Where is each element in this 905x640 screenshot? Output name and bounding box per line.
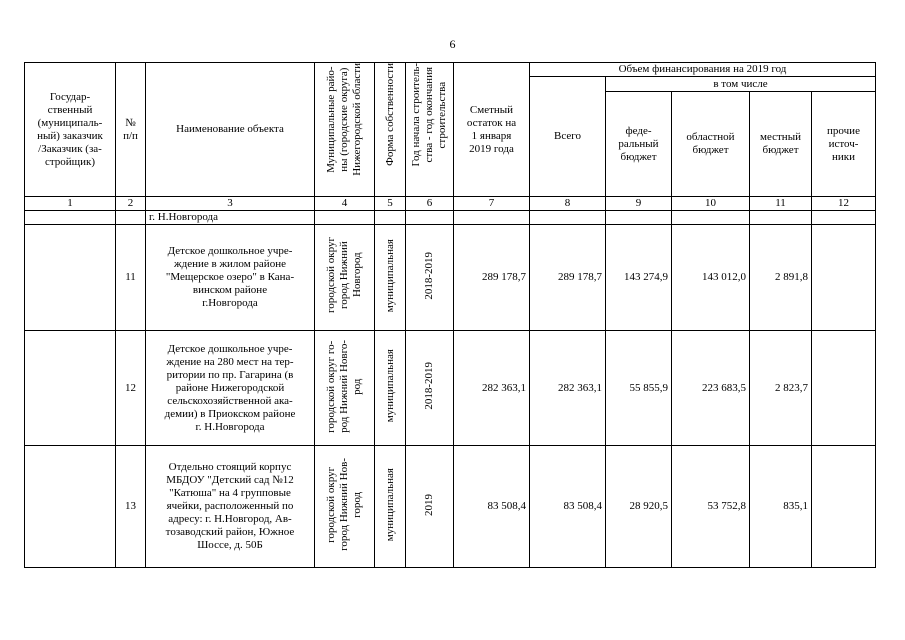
years: 2018-2019 xyxy=(406,331,454,446)
other-value xyxy=(812,446,876,568)
header-object-name: Наименование объекта xyxy=(146,63,315,197)
federal-value: 143 274,9 xyxy=(606,225,672,331)
header-local: местный бюджет xyxy=(750,92,812,197)
header-including: в том числе xyxy=(606,77,876,92)
total-value: 282 363,1 xyxy=(530,331,606,446)
section-row xyxy=(25,211,876,225)
col-number: 10 xyxy=(672,197,750,211)
other-value xyxy=(812,225,876,331)
total-value: 289 178,7 xyxy=(530,225,606,331)
section-title: г. Н.Новгорода xyxy=(146,211,315,225)
federal-value: 55 855,9 xyxy=(606,331,672,446)
table-row xyxy=(25,331,876,446)
col-number: 3 xyxy=(146,197,315,211)
regional-value: 53 752,8 xyxy=(672,446,750,568)
table-row xyxy=(25,225,876,331)
years: 2019 xyxy=(406,446,454,568)
total-value: 83 508,4 xyxy=(530,446,606,568)
header-financing: Объем финансирования на 2019 год xyxy=(530,63,876,77)
header-ownership: Форма собственности xyxy=(375,63,406,197)
row-number: 12 xyxy=(116,331,146,446)
column-number-row xyxy=(25,197,876,211)
local-value: 2 823,7 xyxy=(750,331,812,446)
local-value: 835,1 xyxy=(750,446,812,568)
header-federal: феде- ральный бюджет xyxy=(606,92,672,197)
estimate-value: 282 363,1 xyxy=(454,331,530,446)
header-estimate: Сметный остаток на 1 января 2019 года xyxy=(454,63,530,197)
estimate-value: 289 178,7 xyxy=(454,225,530,331)
local-value: 2 891,8 xyxy=(750,225,812,331)
row-number: 13 xyxy=(116,446,146,568)
header-total: Всего xyxy=(530,77,606,197)
header-num: № п/п xyxy=(116,63,146,197)
object-name: Детское дошкольное учре- ждение на 280 мест на тер- ритории по пр. Гагарина (в районе Нижегородской сельскохозяйственной ака- демии) в Приокском районе г. Н.Новгорода xyxy=(146,331,315,446)
federal-value: 28 920,5 xyxy=(606,446,672,568)
col-number: 6 xyxy=(406,197,454,211)
col-number: 7 xyxy=(454,197,530,211)
estimate-value: 83 508,4 xyxy=(454,446,530,568)
col-number: 8 xyxy=(530,197,606,211)
municipality: городской округ город Нижний Нов- город xyxy=(315,446,375,568)
table-row xyxy=(25,446,876,568)
col-number: 5 xyxy=(375,197,406,211)
header-other: прочие источ- ники xyxy=(812,92,876,197)
ownership: муниципальная xyxy=(375,331,406,446)
col-number: 4 xyxy=(315,197,375,211)
col-number: 12 xyxy=(812,197,876,211)
object-name: Отдельно стоящий корпус МБДОУ "Детский сад №12 "Катюша" на 4 групповые ячейки, расположенный по адресу: г. Н.Новгород, Ав- тозаводский район, Южное Шоссе, д. 50Б xyxy=(146,446,315,568)
financing-table xyxy=(24,62,876,568)
header-customer: Государ- ственный (муниципаль- ный) заказчик /Заказчик (за- стройщик) xyxy=(25,63,116,197)
ownership: муниципальная xyxy=(375,446,406,568)
regional-value: 143 012,0 xyxy=(672,225,750,331)
col-number: 9 xyxy=(606,197,672,211)
header-years: Год начала строитель- ства - год окончания строительства xyxy=(406,63,454,197)
col-number: 2 xyxy=(116,197,146,211)
years: 2018-2019 xyxy=(406,225,454,331)
col-number: 1 xyxy=(25,197,116,211)
municipality: городской округ го- род Нижний Новго- род xyxy=(315,331,375,446)
ownership: муниципальная xyxy=(375,225,406,331)
page-number: 6 xyxy=(449,37,456,51)
header-regional: областной бюджет xyxy=(672,92,750,197)
municipality: городской округ город Нижний Новгород xyxy=(315,225,375,331)
regional-value: 223 683,5 xyxy=(672,331,750,446)
col-number: 11 xyxy=(750,197,812,211)
object-name: Детское дошкольное учре- ждение в жилом районе "Мещерское озеро" в Кана- винском районе г.Новгорода xyxy=(146,225,315,331)
header-municipality: Муниципальные райо- ны (городские округа) Нижегородской области xyxy=(315,63,375,197)
row-number: 11 xyxy=(116,225,146,331)
other-value xyxy=(812,331,876,446)
